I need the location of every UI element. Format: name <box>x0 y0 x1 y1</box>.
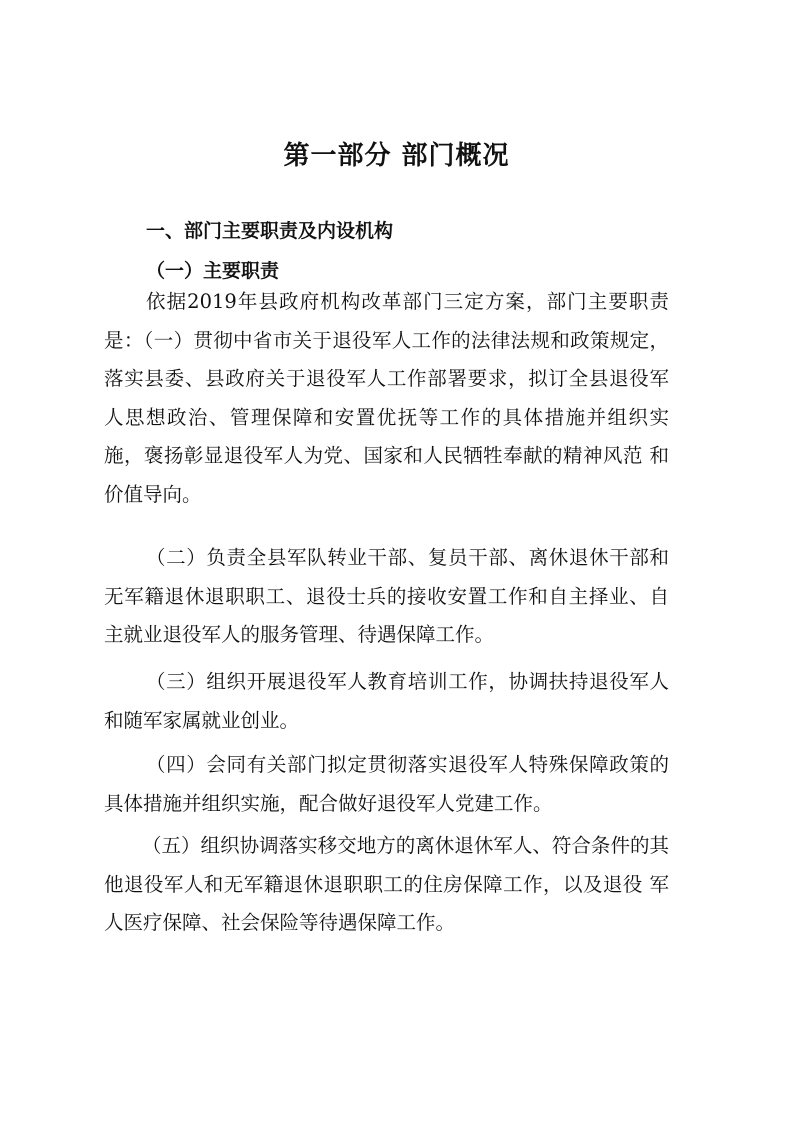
subsection-heading: （一）主要职责 <box>146 260 280 282</box>
paragraph-duty-2: （二）负责全县军队转业干部、复员干部、离休退休干部和 无军籍退休退职职工、退役士兵的接收安置工作和自主择业、自 主就业退役军人的服务管理、待遇保障工作。 <box>104 546 669 646</box>
page-title: 第一部分 部门概况 <box>283 141 510 171</box>
paragraph-duty-3: （三）组织开展退役军人教育培训工作，协调扶持退役军人和随军家属就业创业。 <box>104 670 669 732</box>
section-heading: 一、部门主要职责及内设机构 <box>146 220 394 242</box>
paragraph-duty-5: （五）组织协调落实移交地方的离休退休军人、符合条件的其他退役军人和无军籍退休退职职工的住房保障工作，以及退役 军人医疗保障、社会保险等待遇保障工作。 <box>104 834 669 934</box>
paragraph-duties-intro: 依据2019年县政府机构改革部门三定方案，部门主要职责是：（一）贯彻中省市关于退役军人工作的法律法规和政策规定，落实县委、县政府关于退役军人工作部署要求，拟订全县退役军人思想政治、管理保障和安置优抚等工作的具体措施并组织实施，褒扬彰显退役军人为党、国家和人民牺牲奉献的精神风范 和价值导向。 <box>104 290 669 506</box>
paragraph-duty-4: （四）会同有关部门拟定贯彻落实退役军人特殊保障政策的具体措施并组织实施，配合做好退役军人党建工作。 <box>104 753 669 815</box>
